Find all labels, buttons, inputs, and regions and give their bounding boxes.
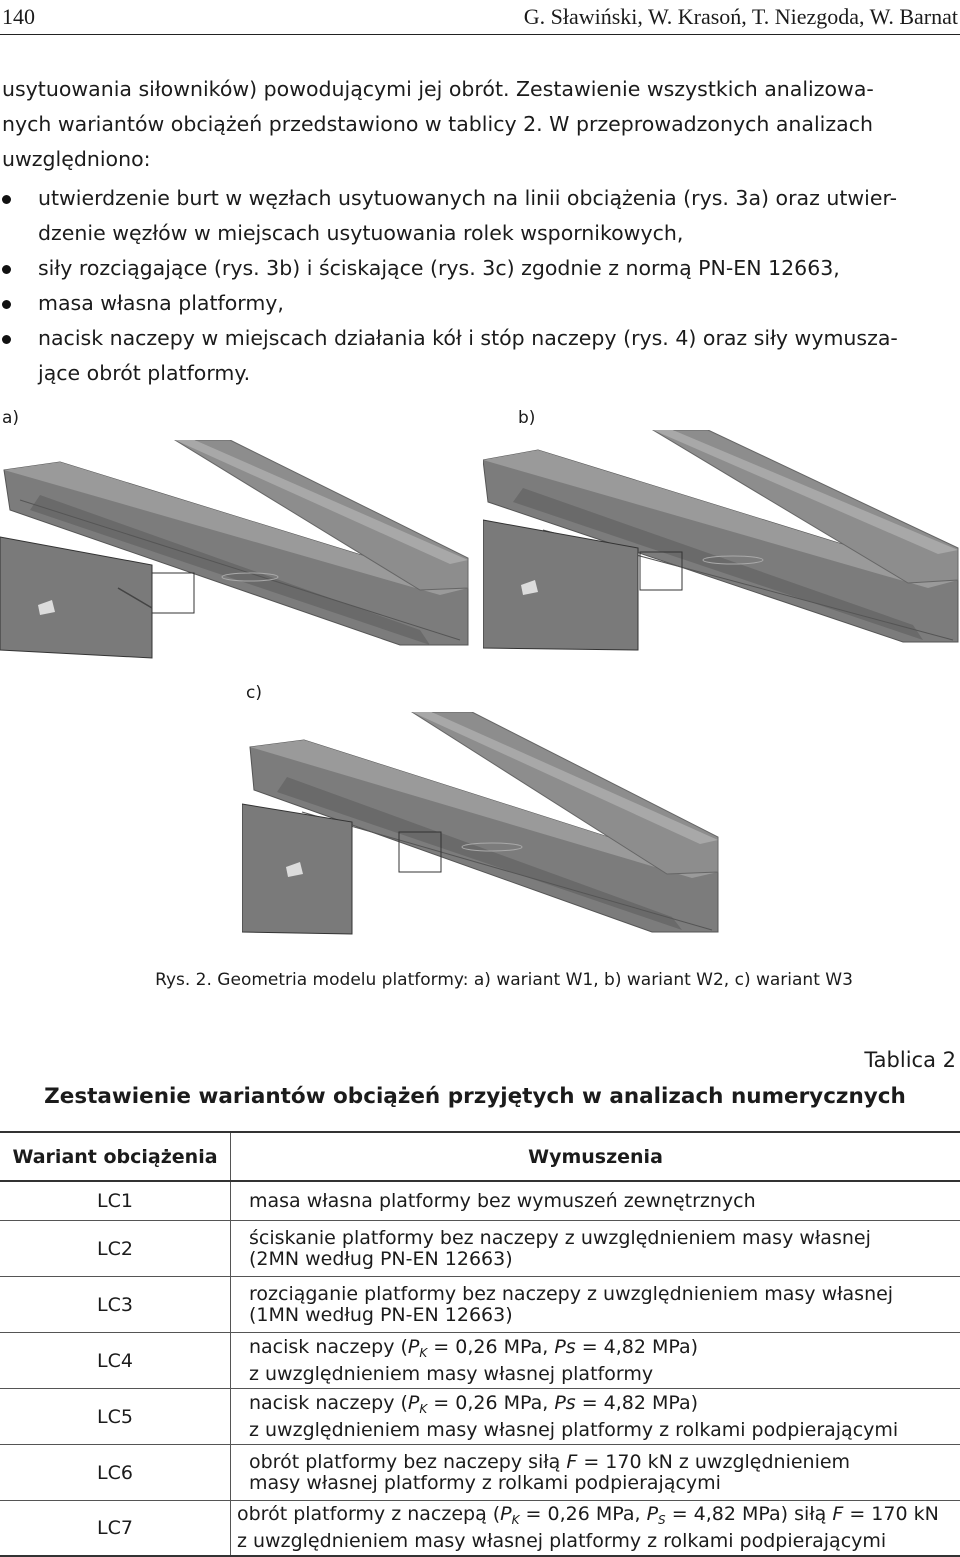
- table-row: [0, 1389, 960, 1445]
- table-title: Zestawienie wariantów obciążeń przyjętych w analizach numerycznych: [0, 1084, 960, 1109]
- table-row: [0, 1445, 960, 1501]
- table-row: [0, 1277, 960, 1333]
- paragraph-line: nych wariantów obciążeń przedstawiono w tablicy 2. W przeprowadzonych analizach: [2, 107, 958, 142]
- variant-description: [231, 1389, 960, 1445]
- variant-id: LC6: [0, 1445, 231, 1501]
- table-row: [0, 1181, 960, 1221]
- description-line: obrót platformy bez naczepy siłą F = 170 kN z uwzględnieniem: [249, 1452, 959, 1473]
- variant-id: LC3: [0, 1277, 231, 1333]
- load-variants-table: [0, 1131, 960, 1557]
- description-line: nacisk naczepy ($P_K = 0,26$ MPa, Ps = 4,82 MPa): [249, 1393, 959, 1420]
- bullet-line: masa własna platformy,: [38, 286, 960, 321]
- bullet-list: [0, 181, 960, 391]
- figure-caption: Rys. 2. Geometria modelu platformy: a) wariant W1, b) wariant W2, c) wariant W3: [0, 970, 960, 990]
- description-line: rozciąganie platformy bez naczepy z uwzględnieniem masy własnej: [249, 1284, 959, 1305]
- description-line: masa własna platformy bez wymuszeń zewnętrznych: [249, 1191, 959, 1212]
- bullet-dot-icon: [2, 300, 11, 309]
- variant-description: [231, 1501, 960, 1557]
- table-row: [0, 1333, 960, 1389]
- platform-model-w2-figure: [483, 430, 960, 660]
- page-number: 140: [2, 4, 35, 30]
- running-header: [0, 0, 960, 35]
- variant-description: [231, 1221, 960, 1277]
- description-line: (1MN według PN-EN 12663): [249, 1305, 959, 1326]
- panel-label-b: b): [518, 408, 535, 428]
- column-header: Wymuszenia: [231, 1132, 960, 1181]
- paragraph-line: usytuowania siłowników) powodującymi jej obrót. Zestawienie wszystkich analizowa-: [2, 72, 958, 107]
- variant-description: [231, 1445, 960, 1501]
- table-row: [0, 1501, 960, 1557]
- bullet-dot-icon: [2, 335, 11, 344]
- variant-description: [231, 1181, 960, 1221]
- platform-model-w3-figure: [242, 712, 720, 940]
- variant-description: [231, 1333, 960, 1389]
- bullet-dot-icon: [2, 265, 11, 274]
- table-number: Tablica 2: [864, 1048, 956, 1072]
- column-header: Wariant obciążenia: [0, 1132, 231, 1181]
- description-line: obrót platformy z naczepą ($P_K = 0,26$ MPa, $P_S = 4,82$ MPa) siłą F = 170 kN: [237, 1504, 959, 1531]
- table-row: [0, 1221, 960, 1277]
- table-header-row: [0, 1132, 960, 1181]
- variant-description: [231, 1277, 960, 1333]
- body-paragraph: [2, 72, 958, 177]
- description-line: nacisk naczepy ($P_K = 0,26$ MPa, Ps = 4,82 MPa): [249, 1337, 959, 1364]
- description-line: ściskanie platformy bez naczepy z uwzględnieniem masy własnej: [249, 1228, 959, 1249]
- variant-id: LC1: [0, 1181, 231, 1221]
- bullet-item: [0, 286, 960, 321]
- description-line: (2MN według PN-EN 12663): [249, 1249, 959, 1270]
- platform-model-w1-figure: [0, 440, 475, 675]
- bullet-line: utwierdzenie burt w węzłach usytuowanych na linii obciążenia (rys. 3a) oraz utwier-: [38, 181, 960, 216]
- description-line: masy własnej platformy z rolkami podpierającymi: [249, 1473, 959, 1494]
- bullet-line: siły rozciągające (rys. 3b) i ściskające (rys. 3c) zgodnie z normą PN-EN 12663,: [38, 251, 960, 286]
- variant-id: LC2: [0, 1221, 231, 1277]
- bullet-line: jące obrót platformy.: [38, 356, 960, 391]
- bullet-item: [0, 321, 960, 391]
- description-line: z uwzględnieniem masy własnej platformy z rolkami podpierającymi: [237, 1531, 959, 1552]
- bullet-item: [0, 251, 960, 286]
- variant-id: LC4: [0, 1333, 231, 1389]
- panel-label-a: a): [2, 408, 19, 428]
- bullet-line: nacisk naczepy w miejscach działania kół i stóp naczepy (rys. 4) oraz siły wymusza-: [38, 321, 960, 356]
- bullet-line: dzenie węzłów w miejscach usytuowania rolek wspornikowych,: [38, 216, 960, 251]
- description-line: z uwzględnieniem masy własnej platformy: [249, 1364, 959, 1385]
- paragraph-line: uwzględniono:: [2, 142, 958, 177]
- bullet-item: [0, 181, 960, 251]
- variant-id: LC7: [0, 1501, 231, 1557]
- running-authors: G. Sławiński, W. Krasoń, T. Niezgoda, W. Barnat: [524, 4, 958, 30]
- description-line: z uwzględnieniem masy własnej platformy z rolkami podpierającymi: [249, 1420, 959, 1441]
- bullet-dot-icon: [2, 195, 11, 204]
- variant-id: LC5: [0, 1389, 231, 1445]
- panel-label-c: c): [246, 683, 262, 703]
